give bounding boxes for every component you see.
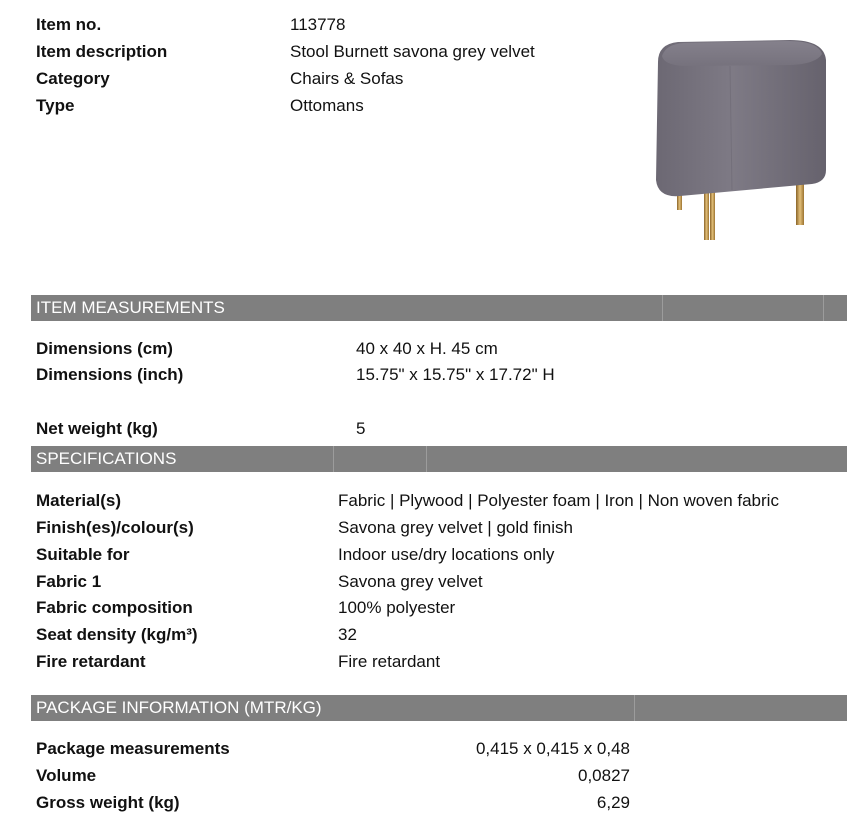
category-value: Chairs & Sofas bbox=[290, 69, 404, 88]
net-weight-value: 5 bbox=[356, 419, 366, 438]
item-no-label: Item no. bbox=[36, 15, 102, 34]
section-bar-package bbox=[31, 695, 847, 721]
dim-cm-value: 40 x 40 x H. 45 cm bbox=[356, 339, 498, 358]
dim-inch-value: 15.75" x 15.75" x 17.72" H bbox=[356, 365, 555, 384]
dim-inch-label: Dimensions (inch) bbox=[36, 365, 184, 384]
spec-label: Fabric composition bbox=[36, 598, 193, 617]
stool-top bbox=[662, 41, 822, 66]
package-label: Package measurements bbox=[36, 739, 230, 758]
spec-label: Fire retardant bbox=[36, 652, 146, 671]
spec-label: Seat density (kg/m³) bbox=[36, 625, 198, 644]
item-no-value: 113778 bbox=[290, 15, 346, 34]
spec-value: 32 bbox=[338, 625, 357, 644]
item-description-label: Item description bbox=[36, 42, 168, 61]
category-label: Category bbox=[36, 69, 110, 88]
spec-value: Savona grey velvet bbox=[338, 572, 483, 591]
bar-divider bbox=[634, 695, 635, 721]
bar-divider bbox=[333, 446, 334, 472]
spec-label: Fabric 1 bbox=[36, 572, 102, 591]
package-label: Gross weight (kg) bbox=[36, 793, 180, 812]
bar-divider bbox=[662, 295, 663, 321]
spec-label: Finish(es)/colour(s) bbox=[36, 518, 194, 537]
section-title: ITEM MEASUREMENTS bbox=[36, 298, 225, 317]
bar-divider bbox=[426, 446, 427, 472]
package-value: 0,0827 bbox=[578, 766, 630, 785]
package-value: 0,415 x 0,415 x 0,48 bbox=[475, 739, 630, 758]
spec-label: Suitable for bbox=[36, 545, 130, 564]
section-bar-specifications bbox=[31, 446, 847, 472]
dim-cm-label: Dimensions (cm) bbox=[36, 339, 173, 358]
net-weight-label: Net weight (kg) bbox=[36, 419, 158, 438]
bar-divider bbox=[823, 295, 824, 321]
section-title: SPECIFICATIONS bbox=[36, 449, 177, 468]
item-description-value: Stool Burnett savona grey velvet bbox=[290, 42, 535, 61]
spec-value: 100% polyester bbox=[338, 598, 456, 617]
section-title: PACKAGE INFORMATION (MTR/KG) bbox=[36, 698, 322, 717]
spec-value: Fire retardant bbox=[338, 652, 441, 671]
type-value: Ottomans bbox=[290, 96, 364, 115]
spec-label: Material(s) bbox=[36, 491, 122, 510]
section-bar-measurements bbox=[31, 295, 847, 321]
spec-value: Fabric | Plywood | Polyester foam | Iron | Non woven fabric bbox=[338, 491, 779, 510]
spec-value: Indoor use/dry locations only bbox=[338, 545, 555, 564]
type-label: Type bbox=[36, 96, 75, 115]
package-value: 6,29 bbox=[596, 793, 630, 812]
spec-value: Savona grey velvet | gold finish bbox=[338, 518, 573, 537]
package-label: Volume bbox=[36, 766, 97, 785]
product-image bbox=[640, 30, 835, 245]
